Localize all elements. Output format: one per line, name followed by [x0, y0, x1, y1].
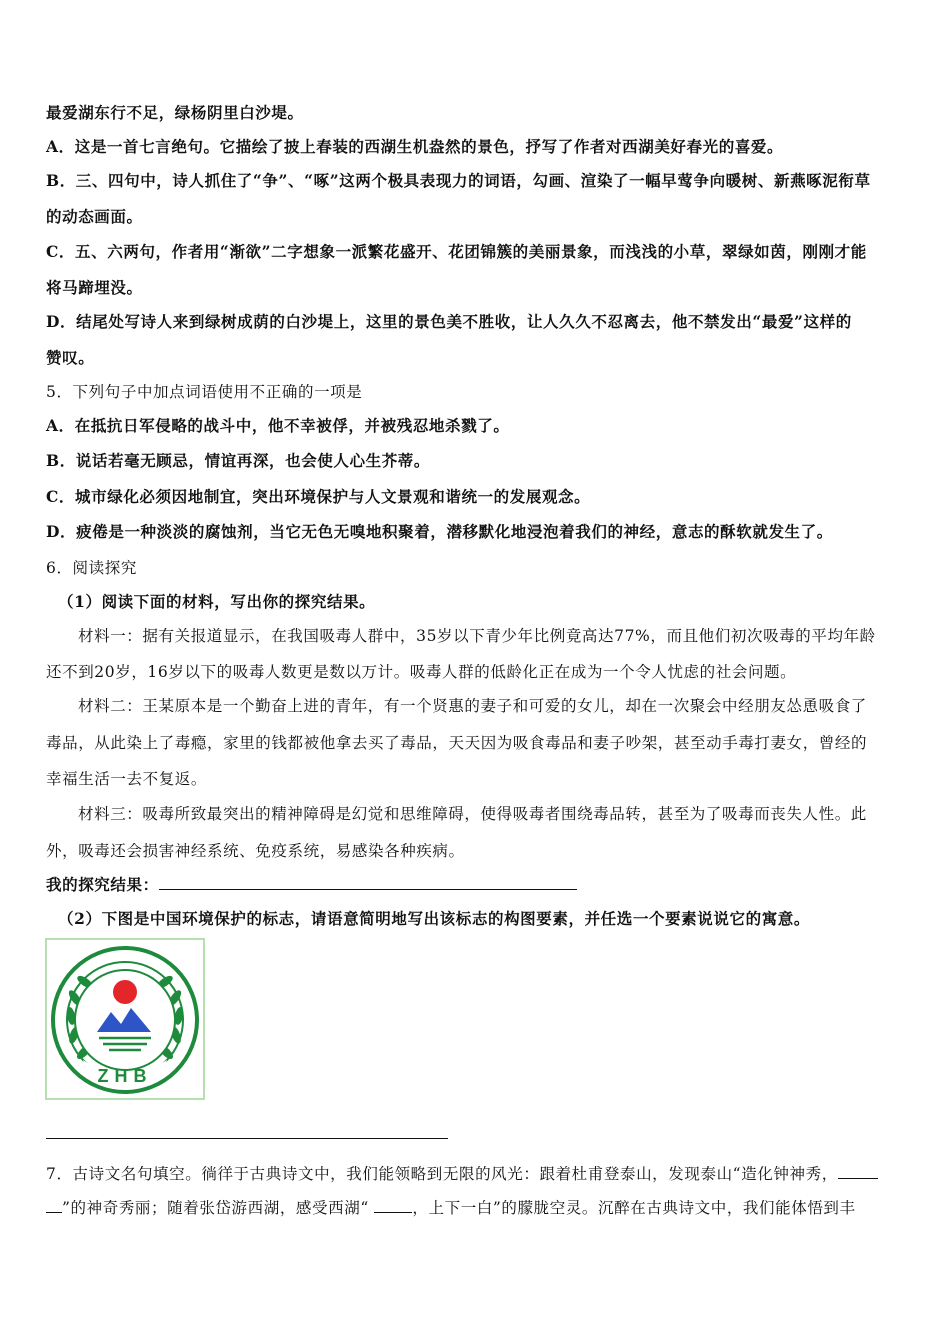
option-d: D．结尾处写诗人来到绿树成荫的白沙堤上，这里的景色美不胜收，让人久久不忍离去，他不禁发出“最爱”这样的	[46, 312, 852, 331]
option-b: B．三、四句中，诗人抓住了“争”、“啄”这两个极具表现力的词语，勾画、渲染了一幅早莺争向暖树、新燕啄泥衔草	[46, 171, 871, 190]
question-5: 5．下列句子中加点词语使用不正确的一项是	[46, 383, 363, 401]
material-2-cont2: 幸福生活一去不复返。	[46, 770, 208, 788]
material-1: 材料一：据有关报道显示，在我国吸毒人群中，35岁以下青少年比例竟高达77%，而且他们初次吸毒的平均年龄	[78, 627, 876, 645]
material-1-cont: 还不到20岁，16岁以下的吸毒人数更是数以万计。吸毒人群的低龄化正在成为一个令人忧虑的社会问题。	[46, 663, 797, 681]
question-6: 6．阅读探究	[46, 559, 137, 577]
q7-blank-2[interactable]	[374, 1198, 412, 1213]
poem-last-line: 最爱湖东行不足，绿杨阴里白沙堤。	[46, 103, 304, 122]
material-3-cont: 外，吸毒还会损害神经系统、免疫系统，易感染各种疾病。	[46, 842, 465, 860]
q6-part-1: （1）阅读下面的材料，写出你的探究结果。	[58, 592, 376, 611]
answer-line	[46, 875, 908, 895]
q5-option-d: D．疲倦是一种淡淡的腐蚀剂，当它无色无嗅地积聚着，潜移默化地浸泡着我们的神经，意志的酥软就发生了。	[46, 522, 833, 541]
answer-underline[interactable]	[46, 1138, 448, 1139]
question-7-cont	[46, 1198, 908, 1218]
option-c: C．五、六两句，作者用“渐欲”二字想象一派繁花盛开、花团锦簇的美丽景象，而浅浅的小草，翠绿如茵，刚刚才能	[46, 242, 867, 261]
q7-text-2: ”的神奇秀丽；随着张岱游西湖，感受西湖“	[62, 1199, 375, 1217]
q7-text-1: 7．古诗文名句填空。徜徉于古典诗文中，我们能领略到无限的风光：跟着杜甫登泰山，发现泰山“造化钟神秀，	[46, 1165, 838, 1183]
q7-text-3: ，上下一白”的朦胧空灵。沉醉在古典诗文中，我们能体悟到丰	[412, 1199, 856, 1217]
sun-icon	[113, 980, 137, 1004]
material-2: 材料二：王某原本是一个勤奋上进的青年，有一个贤惠的妻子和可爱的女儿，却在一次聚会中经朋友怂恿吸食了	[78, 697, 867, 715]
q6-part-2: （2）下图是中国环境保护的标志，请语意简明地写出该标志的构图要素，并任选一个要素说说它的寓意。	[58, 909, 810, 928]
q5-option-a: A．在抵抗日军侵略的战斗中，他不幸被俘，并被残忍地杀戮了。	[46, 416, 510, 435]
q7-blank-1a[interactable]	[838, 1164, 878, 1179]
answer-blank[interactable]	[159, 875, 577, 890]
q5-option-b: B．说话若毫无顾忌，情谊再深，也会使人心生芥蒂。	[46, 451, 431, 470]
material-2-cont: 毒品，从此染上了毒瘾，家里的钱都被他拿去买了毒品，天天因为吸食毒品和妻子吵架，甚至动手毒打妻女，曾经的	[46, 734, 868, 752]
option-b-cont: 的动态画面。	[46, 207, 143, 226]
option-a: A．这是一首七言绝句。它描绘了披上春装的西湖生机盎然的景色，抒写了作者对西湖美好春光的喜爱。	[46, 137, 784, 156]
zhb-emblem-icon	[47, 940, 203, 1098]
q5-option-c: C．城市绿化必须因地制宜，突出环境保护与人文景观和谐统一的发展观念。	[46, 487, 591, 506]
answer-label: 我的探究结果：	[46, 875, 159, 894]
q7-blank-1b[interactable]	[46, 1198, 62, 1213]
environmental-protection-logo	[45, 938, 205, 1100]
option-d-cont: 赞叹。	[46, 348, 95, 367]
option-c-cont: 将马蹄埋没。	[46, 278, 143, 297]
material-3: 材料三：吸毒所致最突出的精神障碍是幻觉和思维障碍，使得吸毒者围绕毒品转，甚至为了吸毒而丧失人性。此	[78, 805, 867, 823]
logo-text: ZHB	[97, 1066, 153, 1086]
question-7	[46, 1164, 908, 1184]
